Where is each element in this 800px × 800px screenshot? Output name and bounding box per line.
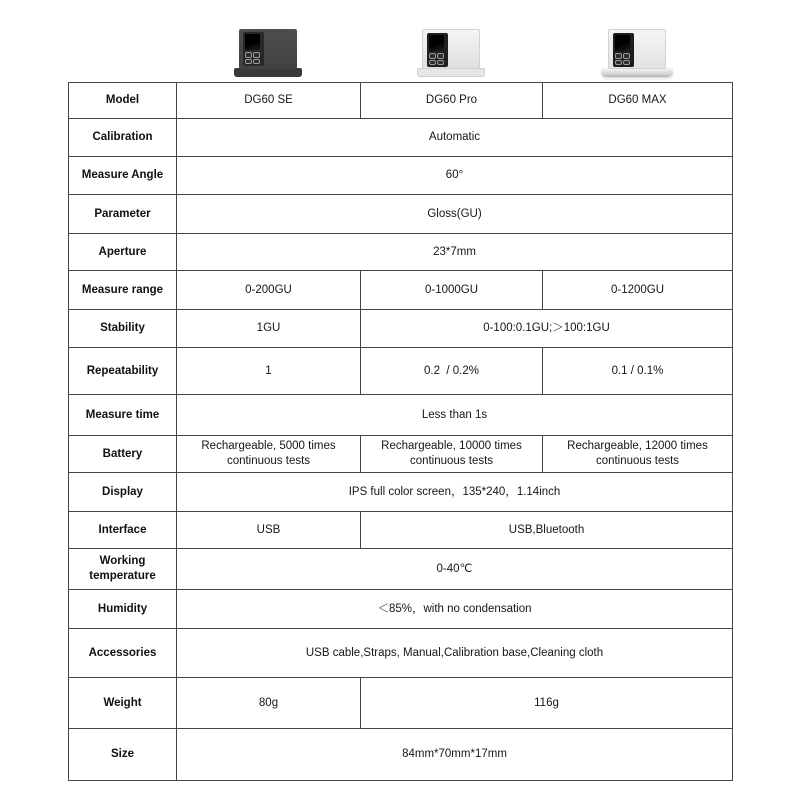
row-label: Display xyxy=(69,473,177,512)
row-measure-time xyxy=(69,395,733,436)
device-buttons xyxy=(429,53,444,65)
row-stability xyxy=(69,310,733,348)
spec-table xyxy=(68,82,733,781)
cell-model-max: DG60 MAX xyxy=(543,83,733,119)
row-label: Humidity xyxy=(69,590,177,629)
row-parameter xyxy=(69,195,733,234)
cell-calibration: Automatic xyxy=(177,119,733,157)
row-size xyxy=(69,729,733,781)
cell-battery-pro: Rechargeable, 10000 times continuous tests xyxy=(361,436,543,473)
row-calibration xyxy=(69,119,733,157)
cell-repeatability-max: 0.1 / 0.1% xyxy=(543,348,733,395)
device-front-panel xyxy=(613,33,634,67)
cell-humidity: ＜85%，with no condensation xyxy=(177,590,733,629)
cell-repeatability-pro: 0.2 / 0.2% xyxy=(361,348,543,395)
cell-model-se: DG60 SE xyxy=(177,83,361,119)
row-label: Parameter xyxy=(69,195,177,234)
device-button xyxy=(437,60,444,66)
device-button xyxy=(623,60,630,66)
device-button xyxy=(253,52,260,58)
row-display xyxy=(69,473,733,512)
cell-measure-time: Less than 1s xyxy=(177,395,733,436)
row-weight xyxy=(69,678,733,729)
row-label: Weight xyxy=(69,678,177,729)
row-battery xyxy=(69,436,733,473)
device-screen xyxy=(429,35,444,51)
cell-battery-max: Rechargeable, 12000 times continuous tests xyxy=(543,436,733,473)
row-label: Measure time xyxy=(69,395,177,436)
row-label: Accessories xyxy=(69,629,177,678)
row-label: Repeatability xyxy=(69,348,177,395)
device-buttons xyxy=(615,53,630,65)
device-button xyxy=(623,53,630,59)
row-label: Measure Angle xyxy=(69,157,177,195)
cell-repeatability-se: 1 xyxy=(177,348,361,395)
device-button xyxy=(615,53,622,59)
device-button xyxy=(615,60,622,66)
device-base xyxy=(417,68,485,77)
cell-range-pro: 0-1000GU xyxy=(361,271,543,310)
cell-working-temperature: 0-40℃ xyxy=(177,549,733,590)
row-repeatability xyxy=(69,348,733,395)
gloss-meter-photo-white xyxy=(417,29,485,77)
device-front-panel xyxy=(427,33,448,67)
row-label: Battery xyxy=(69,436,177,473)
device-button xyxy=(245,59,252,65)
row-label: Calibration xyxy=(69,119,177,157)
cell-accessories: USB cable,Straps, Manual,Calibration base,Cleaning cloth xyxy=(177,629,733,678)
cell-measure-angle: 60° xyxy=(177,157,733,195)
device-base xyxy=(601,68,673,77)
row-humidity xyxy=(69,590,733,629)
device-button xyxy=(429,60,436,66)
row-label: Interface xyxy=(69,512,177,549)
row-label: Model xyxy=(69,83,177,119)
device-body xyxy=(608,29,666,69)
device-buttons xyxy=(245,52,260,64)
cell-stability-se: 1GU xyxy=(177,310,361,348)
cell-range-max: 0-1200GU xyxy=(543,271,733,310)
product-image-slot xyxy=(542,29,732,77)
row-accessories xyxy=(69,629,733,678)
device-screen xyxy=(615,35,630,51)
gloss-meter-photo-silver-base xyxy=(601,29,673,77)
gloss-meter-photo-dark xyxy=(234,29,302,77)
device-button xyxy=(253,59,260,65)
product-images xyxy=(176,0,732,82)
row-label: Aperture xyxy=(69,234,177,271)
cell-interface-se: USB xyxy=(177,512,361,549)
device-body xyxy=(422,29,480,69)
row-aperture xyxy=(69,234,733,271)
row-label: Stability xyxy=(69,310,177,348)
cell-parameter: Gloss(GU) xyxy=(177,195,733,234)
cell-battery-se: Rechargeable, 5000 times continuous tests xyxy=(177,436,361,473)
device-screen xyxy=(245,34,260,50)
row-working-temperature xyxy=(69,549,733,590)
cell-size: 84mm*70mm*17mm xyxy=(177,729,733,781)
device-button xyxy=(245,52,252,58)
cell-interface-pro-max: USB,Bluetooth xyxy=(361,512,733,549)
device-button xyxy=(429,53,436,59)
cell-stability-pro-max: 0-100:0.1GU;＞100:1GU xyxy=(361,310,733,348)
row-interface xyxy=(69,512,733,549)
row-model xyxy=(69,83,733,119)
product-image-slot xyxy=(360,29,542,77)
product-image-slot xyxy=(176,29,360,77)
row-label: Measure range xyxy=(69,271,177,310)
cell-model-pro: DG60 Pro xyxy=(361,83,543,119)
row-measure-angle xyxy=(69,157,733,195)
device-button xyxy=(437,53,444,59)
cell-display: IPS full color screen，135*240，1.14inch xyxy=(177,473,733,512)
cell-range-se: 0-200GU xyxy=(177,271,361,310)
row-measure-range xyxy=(69,271,733,310)
cell-weight-pro-max: 116g xyxy=(361,678,733,729)
device-base xyxy=(234,68,302,77)
cell-aperture: 23*7mm xyxy=(177,234,733,271)
cell-weight-se: 80g xyxy=(177,678,361,729)
row-label: Size xyxy=(69,729,177,781)
device-body xyxy=(239,29,297,69)
device-front-panel xyxy=(243,32,264,66)
row-label: Working temperature xyxy=(69,549,177,590)
